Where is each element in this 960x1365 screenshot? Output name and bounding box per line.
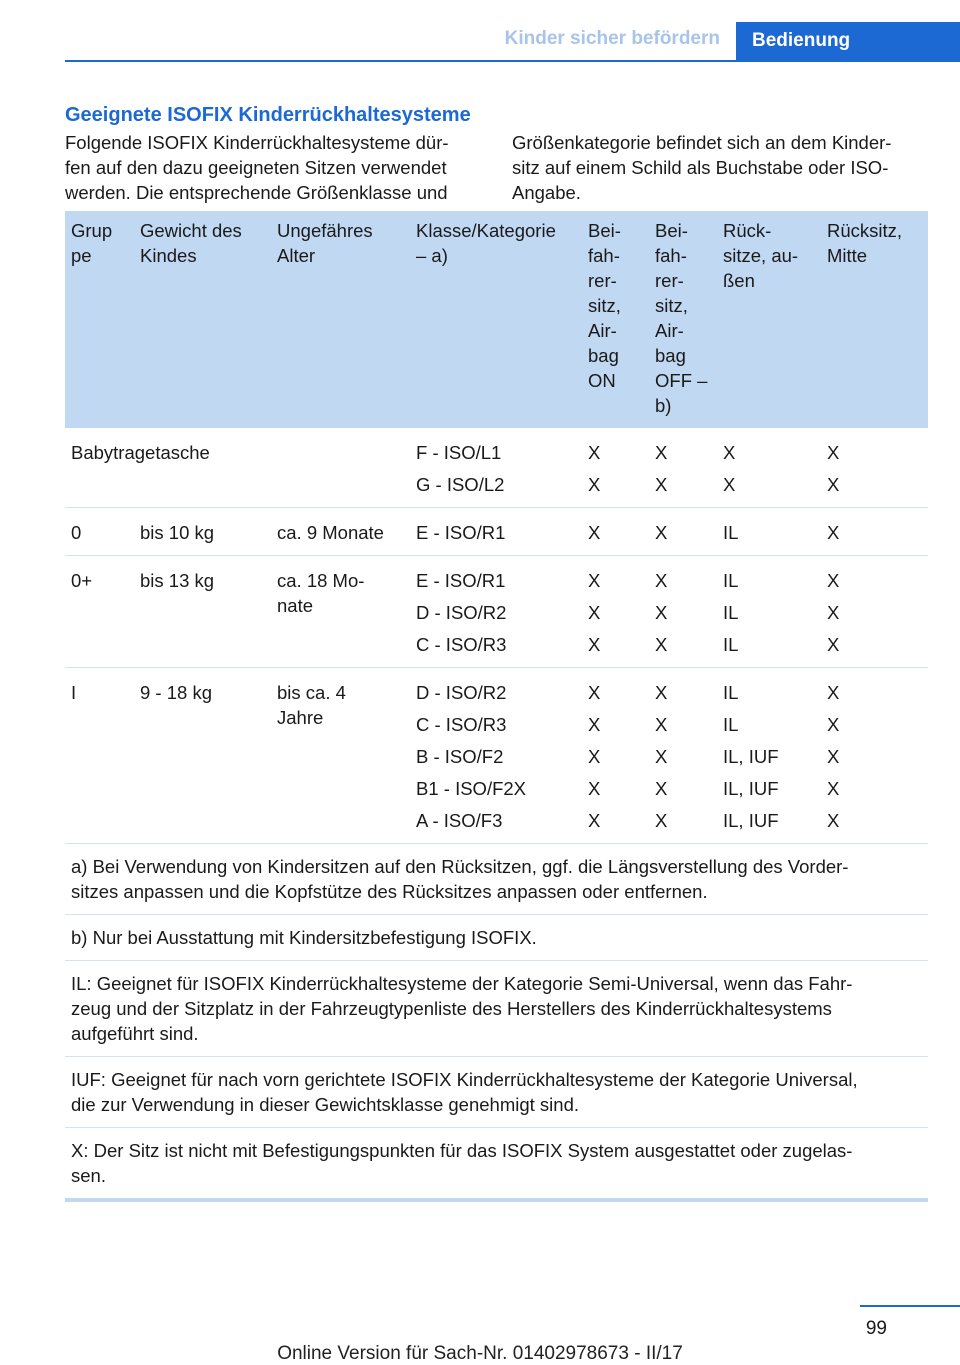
cell-value: X bbox=[723, 474, 736, 495]
header-ruecksitz-mitte: Rücksitz, Mitte bbox=[821, 211, 928, 428]
cell-value: X bbox=[655, 570, 668, 591]
cell-klasse bbox=[410, 428, 582, 508]
cell-value: X bbox=[655, 602, 668, 623]
cell-value: X bbox=[588, 602, 601, 623]
table-header-row bbox=[65, 211, 928, 428]
cell-value: IL, IUF bbox=[723, 810, 779, 831]
cell-value: X bbox=[588, 714, 601, 735]
cell-value: X bbox=[588, 570, 601, 591]
cell-value: E - ISO/R1 bbox=[416, 570, 506, 591]
header-rule bbox=[65, 60, 960, 62]
cell-value: X bbox=[827, 602, 840, 623]
table-row bbox=[65, 428, 928, 508]
cell-gewicht: 9 - 18 kg bbox=[134, 668, 271, 844]
cell-value: X bbox=[723, 442, 736, 463]
cell-value: B - ISO/F2 bbox=[416, 746, 504, 767]
cell-gruppe: Babytragetasche bbox=[65, 428, 410, 508]
header-chapter-tab: Bedienung bbox=[736, 22, 960, 62]
cell-value: X bbox=[827, 714, 840, 735]
header-klasse: Klasse/Kategorie – a) bbox=[410, 211, 582, 428]
cell-mitte bbox=[821, 556, 928, 668]
table-note-row bbox=[65, 961, 928, 1057]
cell-off bbox=[649, 556, 717, 668]
cell-value: IL bbox=[723, 682, 739, 703]
cell-value: IL, IUF bbox=[723, 778, 779, 799]
cell-gruppe: I bbox=[65, 668, 134, 844]
cell-off bbox=[649, 508, 717, 556]
cell-value: X bbox=[655, 442, 668, 463]
section-title: Geeignete ISOFIX Kinderrückhaltesysteme bbox=[65, 104, 471, 126]
online-version-footer: Online Version für Sach-Nr. 01402978673 - II/17 bbox=[277, 1343, 683, 1364]
cell-value: X bbox=[827, 746, 840, 767]
intro-text-col2: Größenkategorie befindet sich an dem Kinder- sitz auf einem Schild als Buchstabe oder ISO- Angabe. bbox=[512, 132, 892, 203]
cell-aussen bbox=[717, 668, 821, 844]
cell-value: X bbox=[588, 474, 601, 495]
cell-value: X bbox=[827, 570, 840, 591]
cell-value: X bbox=[827, 522, 840, 543]
page-number: 99 bbox=[865, 1318, 887, 1339]
cell-gruppe: 0 bbox=[65, 508, 134, 556]
cell-value: X bbox=[655, 522, 668, 543]
cell-value: D - ISO/R2 bbox=[416, 682, 507, 703]
cell-value: X bbox=[655, 682, 668, 703]
cell-value: X bbox=[827, 778, 840, 799]
table-note: a) Bei Verwendung von Kindersitzen auf den Rücksitzen, ggf. die Längsverstellung des Vorder- sitzes anpassen und die Kopfstütze des Rücksitzes anpassen oder entfernen. bbox=[65, 844, 928, 915]
cell-value: IL bbox=[723, 522, 739, 543]
cell-value: IL bbox=[723, 570, 739, 591]
cell-on bbox=[582, 428, 649, 508]
table-row bbox=[65, 508, 928, 556]
cell-gruppe: 0+ bbox=[65, 556, 134, 668]
cell-value: X bbox=[588, 442, 601, 463]
cell-value: F - ISO/L1 bbox=[416, 442, 502, 463]
footer-rule bbox=[860, 1305, 960, 1307]
header-gruppe: Grup pe bbox=[65, 211, 134, 428]
header-airbag-on: Bei- fah- rer- sitz, Air- bag ON bbox=[582, 211, 649, 428]
cell-mitte bbox=[821, 428, 928, 508]
header-airbag-off: Bei- fah- rer- sitz, Air- bag OFF – b) bbox=[649, 211, 717, 428]
cell-value: X bbox=[655, 746, 668, 767]
cell-aussen bbox=[717, 556, 821, 668]
cell-value: X bbox=[655, 714, 668, 735]
cell-alter: bis ca. 4 Jahre bbox=[271, 668, 410, 844]
cell-value: A - ISO/F3 bbox=[416, 810, 503, 831]
cell-value: X bbox=[655, 778, 668, 799]
cell-gewicht: bis 13 kg bbox=[134, 556, 271, 668]
cell-value: X bbox=[588, 746, 601, 767]
cell-on bbox=[582, 668, 649, 844]
cell-value: X bbox=[588, 682, 601, 703]
header-ruecksitze-aussen: Rück- sitze, au- ßen bbox=[717, 211, 821, 428]
header-gewicht: Gewicht des Kindes bbox=[134, 211, 271, 428]
table-note: IL: Geeignet für ISOFIX Kinderrückhaltesysteme der Kategorie Semi-Universal, wenn das Fahr- zeug und der Sitzplatz in der Fahrzeugtypenliste des Herstellers des Kinderrückhaltesystems aufgeführt sind. bbox=[65, 961, 928, 1057]
cell-value: C - ISO/R3 bbox=[416, 714, 507, 735]
cell-value: IL bbox=[723, 714, 739, 735]
cell-off bbox=[649, 668, 717, 844]
cell-on bbox=[582, 556, 649, 668]
table-row bbox=[65, 556, 928, 668]
cell-value: X bbox=[827, 810, 840, 831]
table-row bbox=[65, 668, 928, 844]
cell-value: D - ISO/R2 bbox=[416, 602, 507, 623]
cell-value: IL bbox=[723, 602, 739, 623]
cell-alter: ca. 9 Monate bbox=[271, 508, 410, 556]
cell-value: X bbox=[827, 682, 840, 703]
cell-value: X bbox=[827, 474, 840, 495]
cell-value: G - ISO/L2 bbox=[416, 474, 505, 495]
table-note-row bbox=[65, 1057, 928, 1128]
cell-off bbox=[649, 428, 717, 508]
cell-value: C - ISO/R3 bbox=[416, 634, 507, 655]
cell-on bbox=[582, 508, 649, 556]
cell-value: B1 - ISO/F2X bbox=[416, 778, 527, 799]
table-note-row bbox=[65, 844, 928, 915]
cell-value: IL bbox=[723, 634, 739, 655]
table-note-row bbox=[65, 1128, 928, 1201]
header-alter: Ungefähres Alter bbox=[271, 211, 410, 428]
cell-value: X bbox=[827, 634, 840, 655]
cell-value: X bbox=[588, 634, 601, 655]
cell-value: X bbox=[655, 474, 668, 495]
cell-value: X bbox=[655, 634, 668, 655]
cell-value: X bbox=[655, 810, 668, 831]
cell-klasse bbox=[410, 508, 582, 556]
cell-value: IL, IUF bbox=[723, 746, 779, 767]
table-note: b) Nur bei Ausstattung mit Kindersitzbefestigung ISOFIX. bbox=[65, 915, 928, 961]
cell-value: X bbox=[588, 522, 601, 543]
header-section-title: Kinder sicher befördern bbox=[504, 28, 720, 49]
cell-mitte bbox=[821, 508, 928, 556]
cell-alter: ca. 18 Mo- nate bbox=[271, 556, 410, 668]
cell-klasse bbox=[410, 668, 582, 844]
intro-text-col1: Folgende ISOFIX Kinderrückhaltesysteme dür- fen auf den dazu geeigneten Sitzen verwendet werden. Die entsprechende Größenklasse und bbox=[65, 132, 449, 203]
isofix-table bbox=[65, 211, 928, 1202]
cell-value: X bbox=[588, 810, 601, 831]
cell-value: E - ISO/R1 bbox=[416, 522, 506, 543]
table-note: IUF: Geeignet für nach vorn gerichtete ISOFIX Kinderrückhaltesysteme der Kategorie Universal, die zur Verwendung in dieser Gewichtsklasse genehmigt sind. bbox=[65, 1057, 928, 1128]
cell-gewicht: bis 10 kg bbox=[134, 508, 271, 556]
cell-aussen bbox=[717, 508, 821, 556]
cell-value: X bbox=[827, 442, 840, 463]
cell-value: X bbox=[588, 778, 601, 799]
table-note: X: Der Sitz ist nicht mit Befestigungspunkten für das ISOFIX System ausgestattet oder zugelas- sen. bbox=[65, 1128, 928, 1201]
cell-mitte bbox=[821, 668, 928, 844]
cell-aussen bbox=[717, 428, 821, 508]
cell-klasse bbox=[410, 556, 582, 668]
table-note-row bbox=[65, 915, 928, 961]
